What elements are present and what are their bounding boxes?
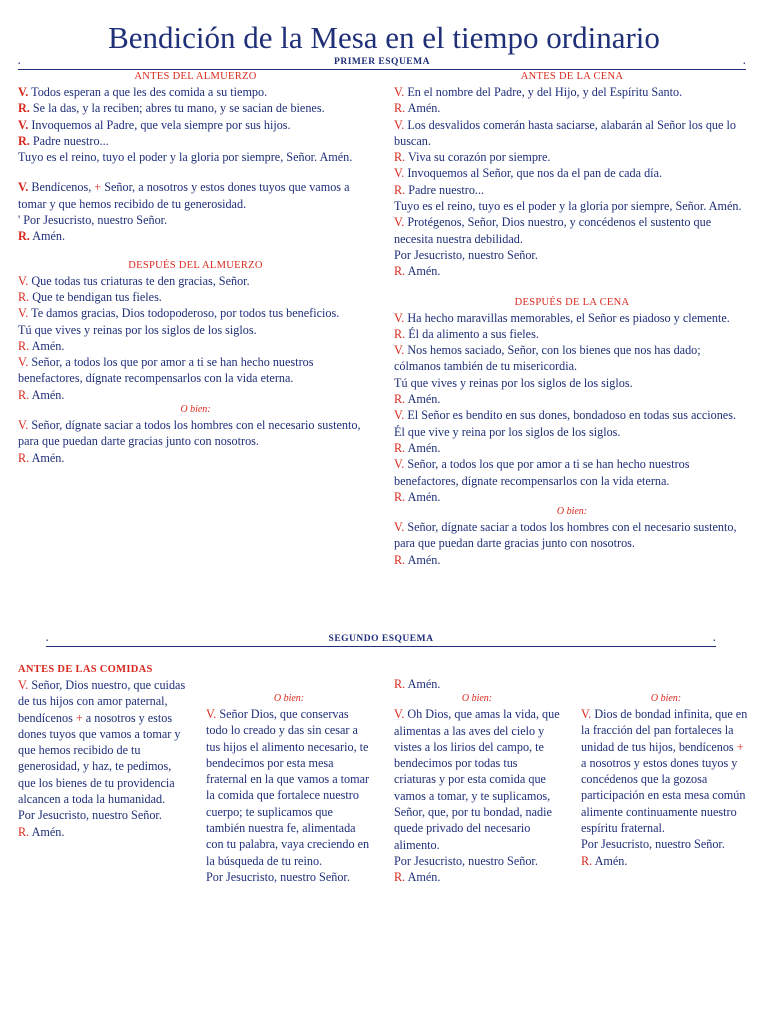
section-header: DESPUÉS DEL ALMUERZO — [128, 259, 263, 271]
closing-text: ' Por Jesucristo, nuestro Señor. — [18, 213, 168, 228]
cross-icon: + — [94, 180, 102, 195]
scheme-divider-1 — [18, 55, 746, 70]
response: R. Padre nuestro... — [394, 182, 485, 197]
alternative-label: O bien: — [273, 693, 305, 704]
alternative-label: O bien: — [556, 506, 588, 518]
versicle: V. Bendícenos, + Señor, a nosotros y estos dones tuyos que vamos a tomar y que hemos recibido de tu generosidad. — [18, 180, 350, 211]
versicle: V. Señor, a todos los que por amor a ti se han hecho nuestros benefactores, dígnate recompensarlos con la vida eterna. — [394, 457, 690, 488]
section-header: ANTES DE LAS COMIDAS — [18, 664, 153, 675]
scheme-divider-2 — [46, 632, 716, 647]
alternative-label: O bien: — [461, 693, 493, 705]
scheme2-column-4 — [581, 692, 751, 869]
versicle: V. Señor, a todos los que por amor a ti se han hecho nuestros benefactores, dígnate recompensarlos con la vida eterna. — [18, 355, 314, 386]
response: R. Que te bendigan tus fieles. — [18, 289, 162, 304]
scheme-label-1: PRIMER ESQUEMA — [334, 57, 430, 67]
response: R. Amén. — [394, 870, 441, 885]
versicle: V. Señor, Dios nuestro, que cuidas de tus hijos con amor paternal, bendícenos + a nosotros y estos dones tuyos que vamos a tomar y que hemos recibido de tu generosidad, y haz, te pedimos, que los bienes de tu providencia alcancen a toda la humanidad. — [18, 678, 186, 807]
prayer-text: Tú que vives y reinas por los siglos de los siglos. — [18, 322, 257, 337]
scheme1-left-column — [18, 70, 373, 466]
scheme2-column-1 — [18, 663, 188, 840]
prayer-text: Tuyo es el reino, tuyo el poder y la gloria por siempre, Señor. Amén. — [18, 150, 353, 165]
page-title: Bendición de la Mesa en el tiempo ordinario — [108, 20, 660, 55]
closing-text: Por Jesucristo, nuestro Señor. — [581, 837, 725, 852]
response: R. Amén. — [394, 101, 441, 116]
versicle: V. Dios de bondad infinita, que en la fracción del pan fortaleces la unidad de tus hijos, bendícenos + a nosotros y estos dones tuyos y concédenos que la gozosa participación en esta mesa común alimente continuamente nuestro espíritu fraternal. — [581, 707, 748, 836]
section-header: ANTES DE LA CENA — [520, 71, 624, 82]
versicle: V. Te damos gracias, Dios todopoderoso, por todos tus beneficios. — [18, 306, 340, 321]
response: R. Padre nuestro... — [18, 133, 109, 148]
prayer-text: Tú que vives y reinas por los siglos de los siglos. — [394, 375, 633, 390]
closing-text: Por Jesucristo, nuestro Señor. — [206, 869, 350, 884]
response: R. Amén. — [394, 264, 441, 279]
closing-text: Por Jesucristo, nuestro Señor. — [18, 808, 162, 823]
versicle: V. Los desvalidos comerán hasta saciarse, alabarán al Señor los que lo buscan. — [394, 117, 736, 148]
versicle: V. En el nombre del Padre, y del Hijo, y del Espíritu Santo. — [394, 85, 683, 99]
versicle: V. Ha hecho maravillas memorables, el Señor es piadoso y clemente. — [394, 310, 730, 325]
scheme1-right-column — [394, 70, 750, 568]
response: R. Amén. — [394, 392, 441, 407]
versicle: V. Oh Dios, que amas la vida, que alimentas a las aves del cielo y vistes a los lirios del campo, te bendecimos por todas tus criaturas y por esta comida que vamos a tomar, y te suplicamos, Señor, que, por tu bondad, nadie quede privado del necesario alimento. — [394, 707, 560, 852]
response: R. Amén. — [394, 677, 441, 691]
cross-icon: + — [736, 739, 744, 754]
versicle: V. Invoquemos al Padre, que vela siempre por sus hijos. — [18, 117, 291, 132]
divider-dot-right: . — [713, 634, 716, 644]
versicle: V. Invoquemos al Señor, que nos da el pan de cada día. — [394, 166, 663, 181]
versicle: V. Señor, dígnate saciar a todos los hombres con el necesario sustento, para que puedan darte gracias junto con nosotros. — [18, 418, 361, 449]
response: R. Amén. — [18, 824, 65, 839]
closing-text: Por Jesucristo, nuestro Señor. — [394, 247, 538, 262]
section-header: ANTES DEL ALMUERZO — [134, 71, 257, 82]
alternative-label: O bien: — [650, 693, 682, 704]
cross-icon: + — [75, 710, 83, 725]
response: R. Se la das, y la reciben; abres tu mano, y se sacian de bienes. — [18, 101, 325, 116]
response: R. Amén. — [581, 853, 628, 868]
response: R. Amén. — [394, 552, 441, 567]
divider-dot-left: . — [18, 57, 21, 67]
response: R. Él da alimento a sus fieles. — [394, 326, 539, 341]
scheme2-column-3 — [394, 676, 560, 886]
scheme2-column-2 — [206, 692, 372, 885]
response: R. Amén. — [394, 440, 441, 455]
prayer-text: Tuyo es el reino, tuyo es el poder y la gloria por siempre, Señor. Amén. — [394, 199, 742, 214]
scheme-label-2: SEGUNDO ESQUEMA — [328, 634, 434, 644]
versicle: V. Señor Dios, que conservas todo lo creado y das sin cesar a tus hijos el alimento necesario, te bendecimos por esta mesa fraternal en la que vamos a tomar la comida que fortalece nuestro cuerpo; te suplicamos que también nuestra fe, alimentada con tu palabra, vaya creciendo en la búsqueda de tu reino. — [206, 707, 370, 868]
versicle: V. Señor, dígnate saciar a todos los hombres con el necesario sustento, para que puedan darte gracias junto con nosotros. — [394, 520, 737, 551]
response: R. Viva su corazón por siempre. — [394, 150, 551, 165]
response: R. Amén. — [394, 489, 441, 504]
versicle: V. Todos esperan a que les des comida a su tiempo. — [18, 85, 268, 99]
divider-dot-right: . — [743, 57, 746, 67]
versicle: V. Protégenos, Señor, Dios nuestro, y concédenos el sustento que necesita nuestra debilidad. — [394, 215, 712, 246]
response: R. Amén. — [18, 229, 66, 244]
response: R. Amén. — [18, 387, 65, 402]
section-header: DESPUÉS DE LA CENA — [514, 296, 630, 308]
versicle: V. Que todas tus criaturas te den gracias, Señor. — [18, 273, 250, 288]
closing-text: Por Jesucristo, nuestro Señor. — [394, 853, 538, 868]
versicle: V. Nos hemos saciado, Señor, con los bienes que nos has dado; cólmanos también de tu misericordia. — [394, 343, 701, 374]
divider-dot-left: . — [46, 634, 49, 644]
response: R. Amén. — [18, 338, 65, 353]
prayer-text: Él que vive y reina por los siglos de los siglos. — [394, 424, 621, 439]
alternative-label: O bien: — [180, 404, 211, 416]
versicle: V. El Señor es bendito en sus dones, bondadoso en todas sus acciones. — [394, 408, 736, 423]
response: R. Amén. — [18, 450, 65, 465]
